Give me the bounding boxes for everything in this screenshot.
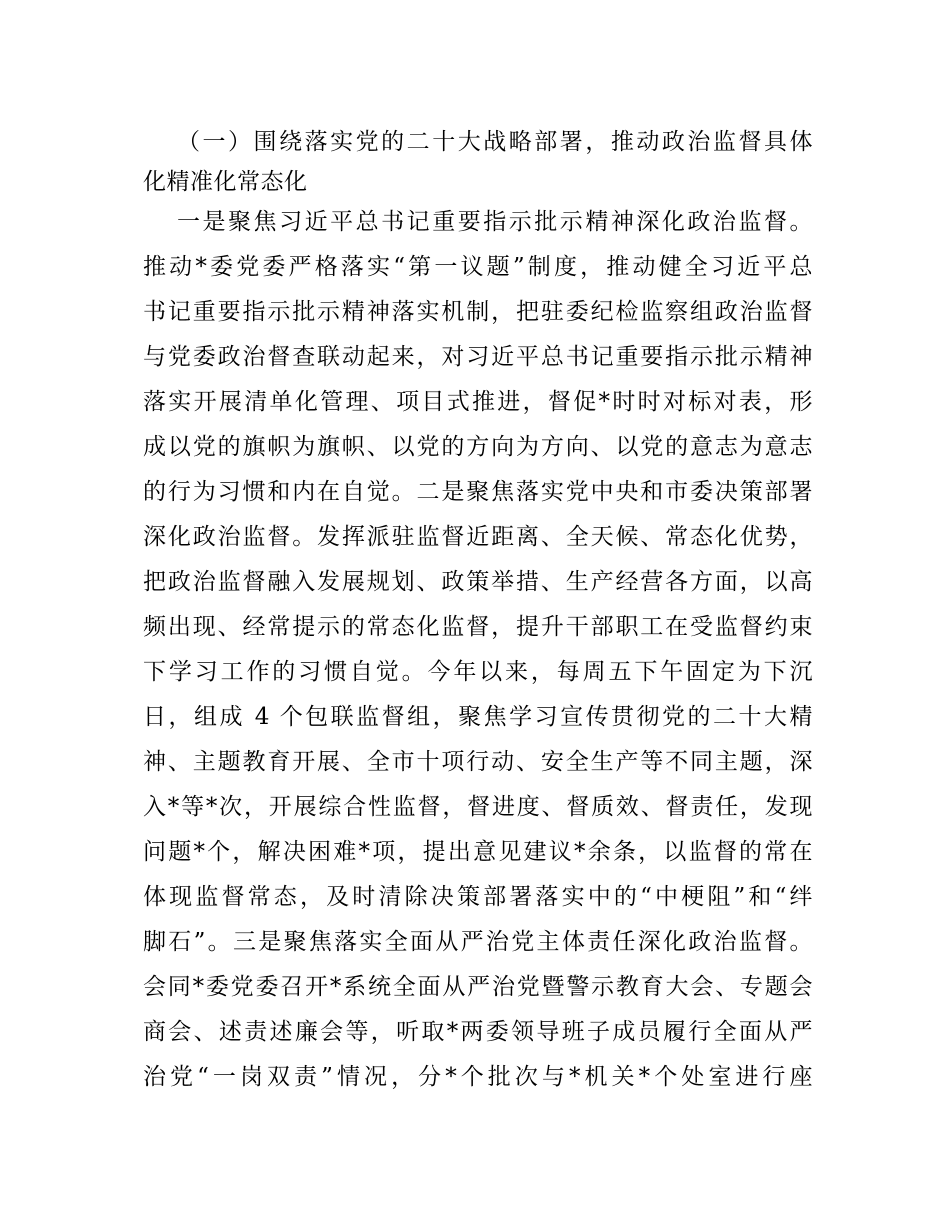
body-line: 书记重要指示批示精神落实机制，把驻委纪检监察组政治监督 — [143, 299, 813, 325]
body-line: 深化政治监督。发挥派驻监督近距离、全天候、常态化优势， — [143, 524, 813, 550]
heading-line: （一）围绕落实党的二十大战略部署，推动政治监督具体 — [177, 129, 813, 155]
body-line: 问题*个，解决困难*项，提出意见建议*余条，以监督的常在 — [143, 839, 813, 865]
body-line: 把政治监督融入发展规划、政策举措、生产经营各方面，以高 — [143, 569, 813, 595]
body-line: 治党“一岗双责”情况，分*个批次与*机关*个处室进行座 — [143, 1064, 813, 1090]
body-line: 会同*委党委召开*系统全面从严治党暨警示教育大会、专题会 — [143, 974, 813, 1000]
body-line: 一是聚焦习近平总书记重要指示批示精神深化政治监督。 — [177, 209, 813, 235]
section-heading — [143, 122, 813, 202]
body-line: 推动*委党委严格落实“第一议题”制度，推动健全习近平总 — [143, 254, 813, 280]
body-line: 的行为习惯和内在自觉。二是聚焦落实党中央和市委决策部署 — [143, 479, 813, 505]
heading-line: 化精准化常态化 — [143, 169, 308, 195]
body-line: 频出现、经常提示的常态化监督，提升干部职工在受监督约束 — [143, 614, 813, 640]
body-line: 与党委政治督查联动起来，对习近平总书记重要指示批示精神 — [143, 344, 813, 370]
body-line: 脚石”。三是聚焦落实全面从严治党主体责任深化政治监督。 — [143, 929, 813, 955]
body-line: 入*等*次，开展综合性监督，督进度、督质效、督责任，发现 — [143, 794, 813, 820]
body-line: 落实开展清单化管理、项目式推进，督促*时时对标对表，形 — [143, 389, 813, 415]
body-paragraph — [143, 200, 813, 1100]
body-line: 体现监督常态，及时清除决策部署落实中的“中梗阻”和“绊 — [143, 884, 813, 910]
body-line: 成以党的旗帜为旗帜、以党的方向为方向、以党的意志为意志 — [143, 434, 813, 460]
body-line: 日，组成 4 个包联监督组，聚焦学习宣传贯彻党的二十大精 — [143, 704, 813, 730]
body-line: 商会、述责述廉会等，听取*两委领导班子成员履行全面从严 — [143, 1019, 813, 1045]
body-line: 神、主题教育开展、全市十项行动、安全生产等不同主题，深 — [143, 749, 813, 775]
body-line: 下学习工作的习惯自觉。今年以来，每周五下午固定为下沉 — [143, 659, 813, 685]
